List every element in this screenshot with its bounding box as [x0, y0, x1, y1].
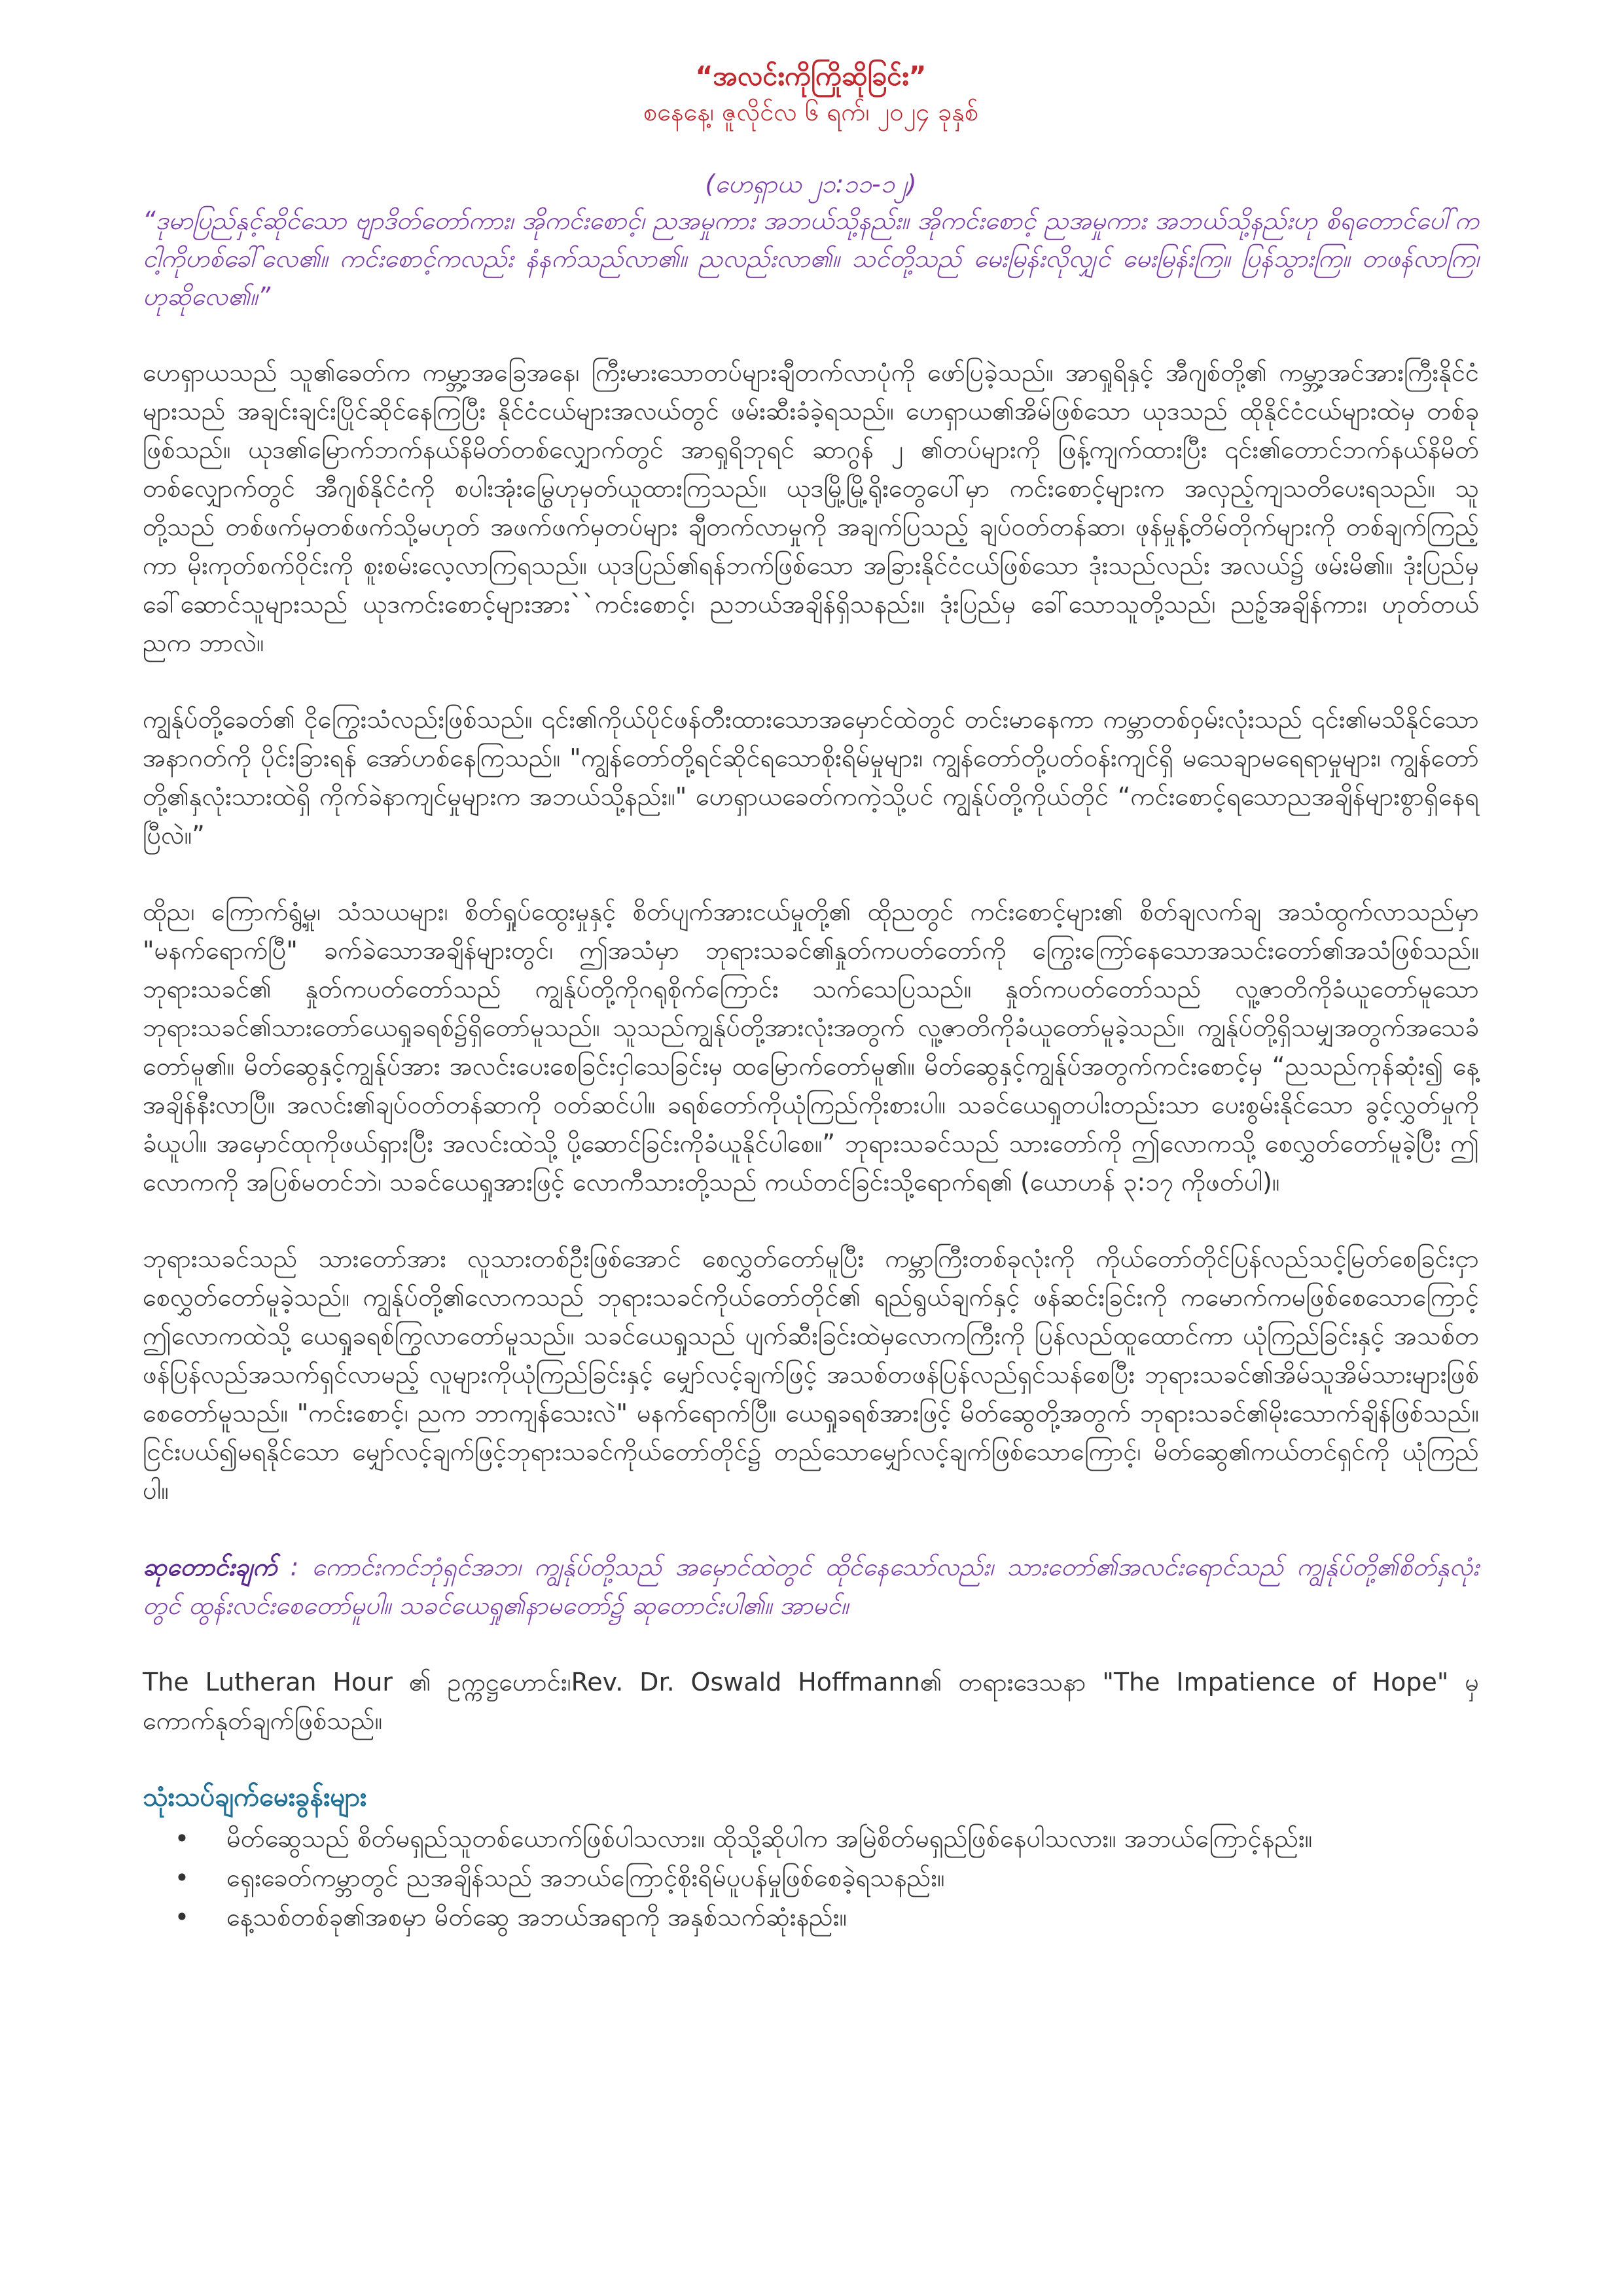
spacer: [143, 1202, 1479, 1240]
spacer: [143, 855, 1479, 893]
reflection-heading: သုံးသပ်ချက်မေးခွန်းများ: [143, 1782, 367, 1812]
scripture-text: “ဒုမာပြည်နှင့်ဆိုင်သော ဗျာဒိတ်တော်ကား၊ အိုကင်းစောင့်၊ ညအမှုကား အဘယ်သို့နည်း။ အိုကင်းစောင့် ညအမှုကား အဘယ်သို့နည်းဟု စိရတောင်ပေါ်က ငါ့ကိုဟစ်ခေါ်လေ၏။ ကင်းစောင့်ကလည်း နံနက်သည်လာ၏။ ညလည်းလာ၏။ သင်တို့သည် မေးမြန်းလိုလျှင် မေးမြန်းကြ။ ပြန်သွားကြ။ တဖန်လာကြ၊ ဟုဆိုလေ၏။”: [143, 206, 1479, 311]
spacer: [143, 315, 1479, 353]
reflection-question: • နေ့သစ်တစ်ခု၏အစမှာ မိတ်ဆွေ အဘယ်အရာကို အနှစ်သက်ဆုံးနည်း။: [143, 1897, 1479, 1937]
devotional-title: “အလင်းကိုကြိုဆိုခြင်း”: [695, 60, 927, 92]
spacer: [143, 662, 1479, 700]
body-paragraph-3: ထိုည၊ ကြောက်ရွံ့မှု၊ သံသယများ၊ စိတ်ရှုပ်ထွေးမှုနှင့် စိတ်ပျက်အားငယ်မှုတို့၏ ထိုညတွင် ကင်းစောင့်များ၏ စိတ်ချလက်ချ အသံထွက်လာသည်မှာ "မနက်ရောက်ပြီ" ခက်ခဲသောအချိန်များတွင်၊ ဤအသံမှာ ဘုရားသခင်၏နှုတ်ကပတ်တော်ကို ကြွေးကြော်နေသောအသင်းတော်၏အသံဖြစ်သည်။ ဘုရားသခင်၏ နှုတ်ကပတ်တော်သည် ကျွန်ုပ်တို့ကိုဂရုစိုက်ကြောင်း သက်သေပြသည်။ နှုတ်ကပတ်တော်သည် လူ့ဇာတိကိုခံယူတော်မူသော ဘုရားသခင်၏သားတော်ယေရှုခရစ်၌ရှိတော်မူသည်။ သူသည်ကျွန်ုပ်တို့အားလုံးအတွက် လူ့ဇာတိကိုခံယူတော်မူခဲ့သည်။ ကျွန်ုပ်တို့ရှိသမျှအတွက်အသေခံတော်မူ၏။ မိတ်ဆွေနှင့်ကျွန်ုပ်အား အလင်းပေးစေခြင်းငှါသေခြင်းမှ ထမြောက်တော်မူ၏။ မိတ်ဆွေနှင့်ကျွန်ုပ်အတွက်ကင်းစောင့်မှ “ညသည်ကုန်ဆုံး၍ နေ့အချိန်နီးလာပြီ။ အလင်း၏ချပ်ဝတ်တန်ဆာကို ဝတ်ဆင်ပါ။ ခရစ်တော်ကိုယုံကြည်ကိုးစားပါ။ သခင်ယေရှုတပါးတည်းသာ ပေးစွမ်းနိုင်သော ခွင့်လွှတ်မှုကိုခံယူပါ။ အမှောင်ထုကိုဖယ်ရှားပြီး အလင်းထဲသို့ ပို့ဆောင်ခြင်းကိုခံယူနိုင်ပါစေ။” ဘုရားသခင်သည် သားတော်ကို ဤလောကသို့ စေလွှတ်တော်မူခဲ့ပြီး ဤလောကကို အပြစ်မတင်ဘဲ၊ သခင်ယေရှုအားဖြင့် လောကီသားတို့သည် ကယ်တင်ခြင်းသို့ရောက်ရ၏ (ယောဟန် ၃:၁၇ ကိုဖတ်ပါ)။: [143, 897, 1479, 1196]
scripture-reference: (ဟေရှာယ ၂၁:၁၁-၁၂): [705, 170, 917, 198]
spacer: [143, 1740, 1479, 1778]
body-paragraph-1: ဟေရှာယသည် သူ၏ခေတ်က ကမ္ဘာ့အခြေအနေ၊ ကြီးမားသောတပ်များချီတက်လာပုံကို ဖော်ပြခဲ့သည်။ အာရှုရိနှင့် အီဂျစ်တို့၏ ကမ္ဘာ့အင်အားကြီးနိုင်ငံများသည် အချင်းချင်းပြိုင်ဆိုင်နေကြပြီး နိုင်ငံငယ်များအလယ်တွင် ဖမ်းဆီးခံခဲ့ရသည်။ ဟေရှာယ၏အိမ်ဖြစ်သော ယုဒသည် ထိုနိုင်ငံငယ်များထဲမှ တစ်ခုဖြစ်သည်။ ယုဒ၏မြောက်ဘက်နယ်နိမိတ်တစ်လျှောက်တွင် အာရှုရိဘုရင် ဆာဂွန် ၂ ၏တပ်များကို ဖြန့်ကျက်ထားပြီး ၎င်း၏တောင်ဘက်နယ်နိမိတ်တစ်လျှောက်တွင် အီဂျစ်နိုင်ငံကို စပါးအုံးမြွေဟုမှတ်ယူထားကြသည်။ ယုဒမြို့မြို့ရိုးတွေပေါ်မှာ ကင်းစောင့်များက အလှည့်ကျသတိပေးရသည်။ သူတို့သည် တစ်ဖက်မှတစ်ဖက်သို့မဟုတ် အဖက်ဖက်မှတပ်များ ချီတက်လာမှုကို အချက်ပြသည့် ချပ်ဝတ်တန်ဆာ၊ ဖုန်မှုန့်တိမ်တိုက်များကို တစ်ချက်ကြည့်ကာ မိုးကုတ်စက်ဝိုင်းကို စူးစမ်းလေ့လာကြရသည်။ ယုဒပြည်၏ရန်ဘက်ဖြစ်သော အခြားနိုင်ငံငယ်ဖြစ်သော ဒုံးသည်လည်း အလယ်၌ ဖမ်းမိ၏။ ဒုံးပြည်မှခေါ်ဆောင်သူများသည် ယုဒကင်းစောင့်များအား``ကင်းစောင့်၊ ညဘယ်အချိန်ရှိသနည်း။ ဒုံးပြည်မှ ခေါ်သောသူတို့သည်၊ ညဥ့်အချိန်ကား၊ ဟုတ်တယ် ညက ဘာလဲ။: [143, 358, 1479, 657]
body-paragraph-2: ကျွန်ုပ်တို့ခေတ်၏ ငိုကြွေးသံလည်းဖြစ်သည်။ ၎င်း၏ကိုယ်ပိုင်ဖန်တီးထားသောအမှောင်ထဲတွင် တင်းမာနေကာ ကမ္ဘာတစ်ဝှမ်းလုံးသည် ၎င်း၏မသိနိုင်သောအနာဂတ်ကို ပိုင်းခြားရန် အော်ဟစ်နေကြသည်။ "ကျွန်တော်တို့ရင်ဆိုင်ရသောစိုးရိမ်မှုများ၊ ကျွန်တော်တို့ပတ်ဝန်းကျင်ရှိ မသေချာမရေရာမှုများ၊ ကျွန်တော်တို့၏နှလုံးသားထဲရှိ ကိုက်ခဲနာကျင်မှုများက အဘယ်သို့နည်း။" ဟေရှာယခေတ်ကကဲ့သို့ပင် ကျွန်ုပ်တို့ကိုယ်တိုင် “ကင်းစောင့်ရသောညအချိန်များစွာရှိနေရပြီလဲ။”: [143, 705, 1479, 850]
prayer: [143, 1548, 1479, 1625]
bullet-icon: •: [174, 1824, 190, 1853]
spacer: [143, 1625, 1479, 1663]
source-credit: The Lutheran Hour ၏ ဥက္ကဋ္ဌဟောင်း၊Rev. Dr. Oswald Hoffmann၏ တရားဒေသနာ "The Impatience of Hope" မှ ကောက်နုတ်ချက်ဖြစ်သည်။: [143, 1668, 1479, 1735]
prayer-text: ကောင်းကင်ဘုံရှင်အဘ၊ ကျွန်ုပ်တို့သည် အမှောင်ထဲတွင် ထိုင်နေသော်လည်း၊ သားတော်၏အလင်းရောင်သည် ကျွန်ုပ်တို့၏စိတ်နှလုံးတွင် ထွန်းလင်းစေတော်မူပါ။ သခင်ယေရှု၏နာမတော်၌ ဆုတောင်းပါ၏။ အာမင်။: [143, 1552, 1479, 1620]
bullet-icon: •: [174, 1863, 190, 1892]
reflection-question: • ရှေးခေတ်ကမ္ဘာတွင် ညအချိန်သည် အဘယ်ကြောင့်စိုးရိမ်ပူပန်မှုဖြစ်စေခဲ့ရသနည်း။: [143, 1858, 1479, 1897]
prayer-separator: :: [277, 1552, 312, 1581]
reflection-question-list: [143, 1819, 1479, 1937]
body-paragraph-4: ဘုရားသခင်သည် သားတော်အား လူသားတစ်ဦးဖြစ်အောင် စေလွှတ်တော်မူပြီး ကမ္ဘာကြီးတစ်ခုလုံးကို ကိုယ်တော်တိုင်ပြန်လည်သင့်မြတ်စေခြင်းငှာစေလွှတ်တော်မူခဲ့သည်။ ကျွန်ုပ်တို့၏လောကသည် ဘုရားသခင်ကိုယ်တော်တိုင်၏ ရည်ရွယ်ချက်နှင့် ဖန်ဆင်းခြင်းကို ကမောက်ကမဖြစ်စေသောကြောင့် ဤလောကထဲသို့ ယေရှုခရစ်ကြွလာတော်မူသည်။ သခင်ယေရှုသည် ပျက်ဆီးခြင်းထဲမှလောကကြီးကို ပြန်လည်ထူထောင်ကာ ယုံကြည်ခြင်းနှင့် အသစ်တဖန်ပြန်လည်အသက်ရှင်လာမည့် လူများကိုယုံကြည်ခြင်းနှင့် မျှော်လင့်ချက်ဖြင့် အသစ်တဖန်ပြန်လည်ရှင်သန်စေပြီး ဘုရားသခင်၏အိမ်သူအိမ်သားများဖြစ်စေတော်မူသည်။ "ကင်းစောင့်၊ ညက ဘာကျန်သေးလဲ" မနက်ရောက်ပြီ။ ယေရှုခရစ်အားဖြင့် မိတ်ဆွေတို့အတွက် ဘုရားသခင်၏မိုးသောက်ချိန်ဖြစ်သည်။ ငြင်းပယ်၍မရနိုင်သော မျှော်လင့်ချက်ဖြင့်ဘုရားသခင်ကိုယ်တော်တိုင်၌ တည်သောမျှော်လင့်ချက်ဖြစ်သောကြောင့်၊ မိတ်ဆွေ၏ကယ်တင်ရှင်ကို ယုံကြည်ပါ။: [143, 1244, 1479, 1505]
devotional-date: စနေနေ့၊ ဇူလိုင်လ ၆ ရက်၊ ၂၀၂၄ ခုနှစ်: [643, 98, 979, 126]
reflection-question: • မိတ်ဆွေသည် စိတ်မရှည်သူတစ်ယောက်ဖြစ်ပါသလား။ ထိုသို့ဆိုပါက အမြဲစိတ်မရှည်ဖြစ်နေပါသလား။ အဘယ်ကြောင့်နည်း။: [143, 1819, 1479, 1858]
bullet-icon: •: [174, 1903, 190, 1931]
spacer: [143, 1510, 1479, 1548]
prayer-label: ဆုတောင်းချက်: [143, 1552, 277, 1581]
